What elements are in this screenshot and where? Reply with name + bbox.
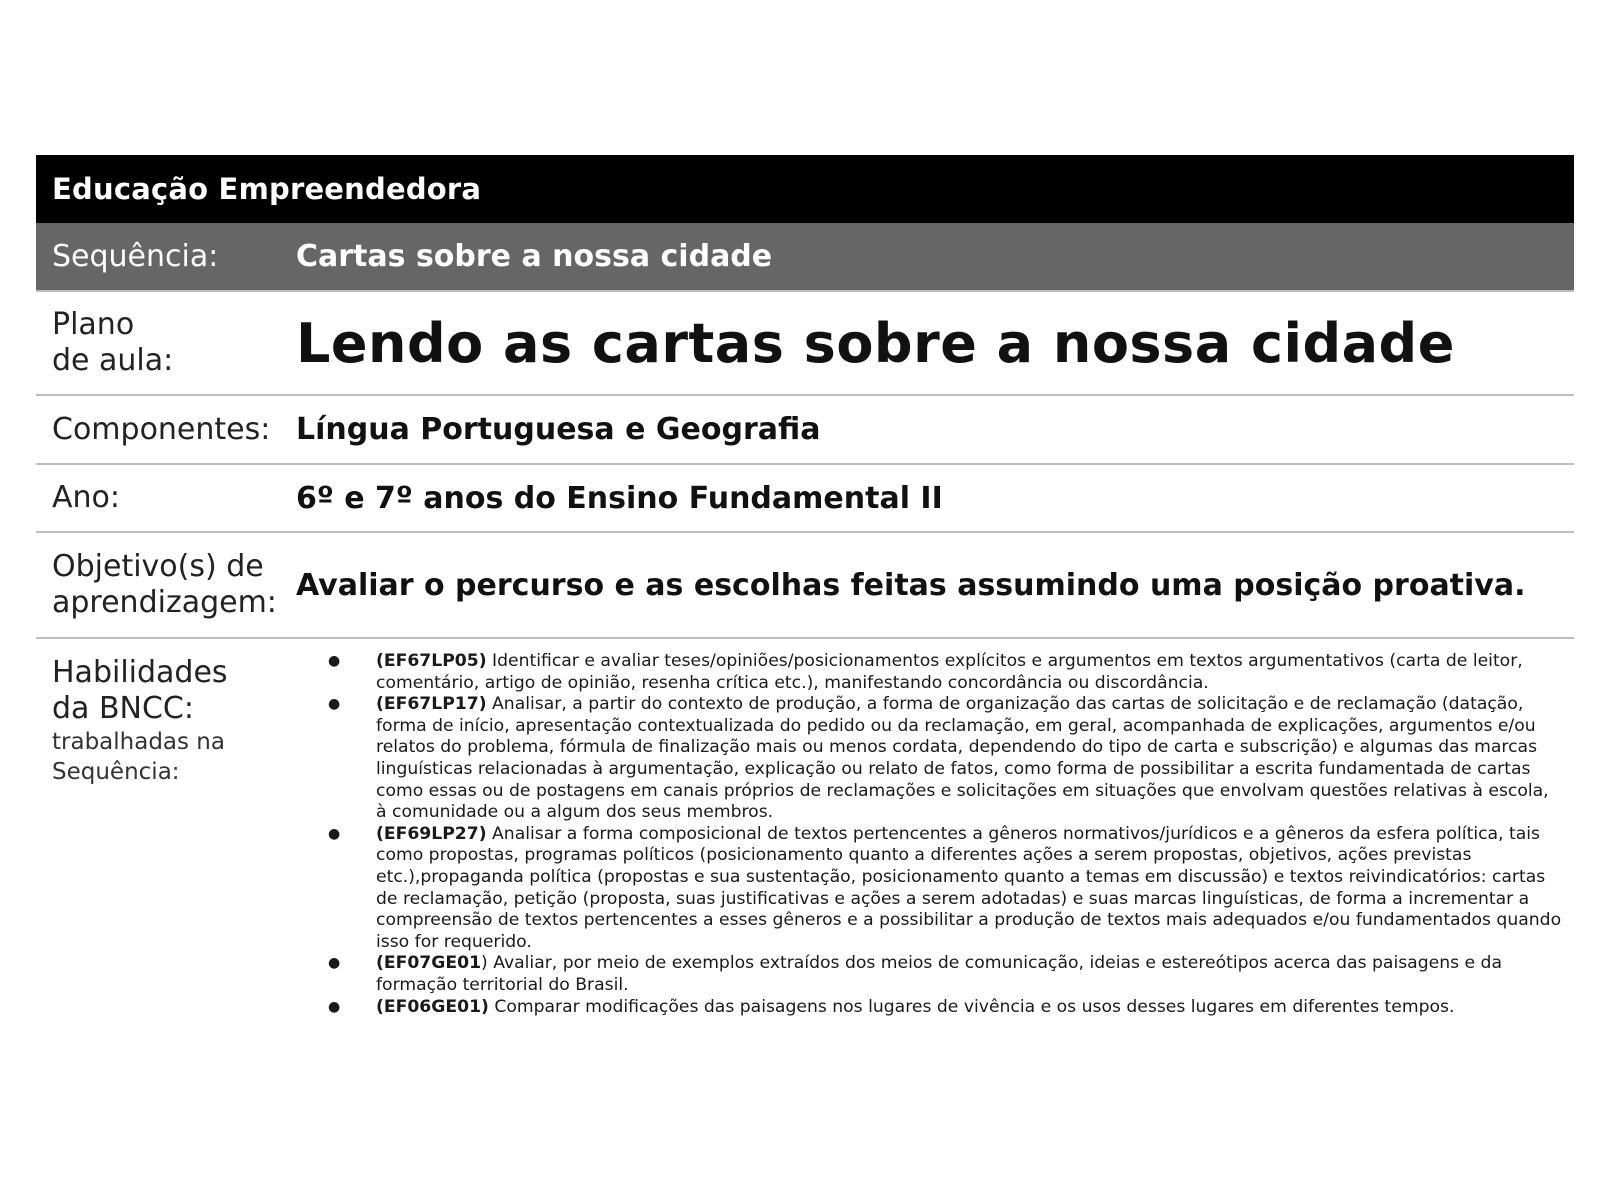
- components-label: Componentes:: [52, 411, 271, 447]
- list-item: [296, 651, 1564, 694]
- skills-label: [36, 651, 296, 787]
- skill-code: (EF07GE01: [376, 953, 482, 974]
- skills-value: [296, 651, 1574, 1018]
- skill-text: Comparar modificações das paisagens nos lugares de vivência e os usos desses lugares em diferentes tempos.: [488, 996, 1455, 1017]
- skill-code: (EF67LP17): [376, 694, 487, 715]
- plan-label-line1: Plano: [52, 307, 135, 342]
- bullet-icon: ●: [328, 696, 341, 713]
- skills-label-line1: Habilidades: [52, 655, 228, 690]
- sequence-label: Sequência:: [52, 238, 219, 274]
- plan-row: [36, 292, 1574, 396]
- lesson-plan-sheet: [36, 155, 1574, 1018]
- skill-text: Identificar e avaliar teses/opiniões/posicionamentos explícitos e argumentos em textos argumentativos (carta de leitor, comentário, artigo de opinião, resenha crítica etc.), manifestando concordância ou discordância.: [376, 651, 1523, 693]
- skills-sub-line2: Sequência:: [52, 759, 180, 785]
- sequence-row: [36, 223, 1574, 292]
- bullet-icon: ●: [328, 653, 341, 669]
- objective-value: Avaliar o percurso e as escolhas feitas assumindo uma posição proativa.: [296, 567, 1526, 603]
- skill-code: (EF67LP05): [376, 651, 487, 671]
- objective-label-line1: Objetivo(s) de: [52, 549, 264, 584]
- bullet-icon: ●: [328, 825, 341, 842]
- skill-text: Analisar a forma composicional de textos pertencentes a gêneros normativos/jurídicos e a gêneros da esfera política, tais como propostas, programas políticos (posicionamento quanto a diferentes ações a serem propostas, objetivos, ações previstas etc.),propaganda política (propostas e sua sustentação, posicionamento quanto a temas em discussão) e textos reivindicatórios: cartas de reclamação, petição (proposta, suas justificativas e ações a serem adotadas) e suas marcas linguísticas, de forma a incrementar a compreensão de textos pertencentes a esses gêneros e a possibilitar a produção de textos mais adequados e/ou fundamentados quando isso for requerido.: [376, 823, 1562, 952]
- objective-label: [36, 549, 296, 621]
- list-item: [296, 953, 1564, 996]
- year-value: 6º e 7º anos do Ensino Fundamental II: [296, 480, 943, 516]
- plan-label: [36, 307, 296, 379]
- header-bar: [36, 155, 1574, 223]
- bullet-icon: ●: [328, 955, 341, 972]
- list-item: [296, 694, 1564, 824]
- skills-list: [296, 651, 1574, 1018]
- skills-label-line2: da BNCC:: [52, 691, 194, 726]
- skill-code: (EF06GE01): [376, 996, 489, 1017]
- objective-label-line2: aprendizagem:: [52, 585, 277, 620]
- skill-text: Analisar, a partir do contexto de produção, a forma de organização das cartas de solicitação e de reclamação (datação, forma de início, apresentação contextualizada do pedido ou da reclamação, em geral, acompanhada de explicações, argumentos e/ou relatos do problema, fórmula de finalização mais ou menos cordata, dependendo do tipo de carta e subscrição) e algumas das marcas linguísticas relacionadas à argumentação, explicação ou relato de fatos, como forma de possibilitar a escrita fundamentada de cartas como essas ou de postagens em canais próprios de reclamações e solicitações em situações que envolvam questões relativas à escola, à comunidade ou a algum dos seus membros.: [376, 694, 1549, 823]
- skill-text: ) Avaliar, por meio de exemplos extraídos dos meios de comunicação, ideias e estereótipos acerca das paisagens e da formação territorial do Brasil.: [376, 953, 1502, 995]
- bullet-icon: ●: [328, 998, 341, 1015]
- objective-row: [36, 533, 1574, 639]
- list-item: [296, 824, 1564, 954]
- sequence-value: Cartas sobre a nossa cidade: [296, 239, 773, 274]
- skills-sub-line1: trabalhadas na: [52, 729, 225, 755]
- plan-title: Lendo as cartas sobre a nossa cidade: [296, 311, 1455, 375]
- components-row: [36, 396, 1574, 465]
- list-item: [296, 997, 1564, 1019]
- skill-code: (EF69LP27): [376, 823, 487, 844]
- components-value: Língua Portuguesa e Geografia: [296, 412, 821, 447]
- header-title: Educação Empreendedora: [52, 172, 482, 206]
- year-label: Ano:: [52, 480, 120, 515]
- skills-row: [36, 639, 1574, 1018]
- plan-label-line2: de aula:: [52, 343, 174, 378]
- year-row: [36, 465, 1574, 533]
